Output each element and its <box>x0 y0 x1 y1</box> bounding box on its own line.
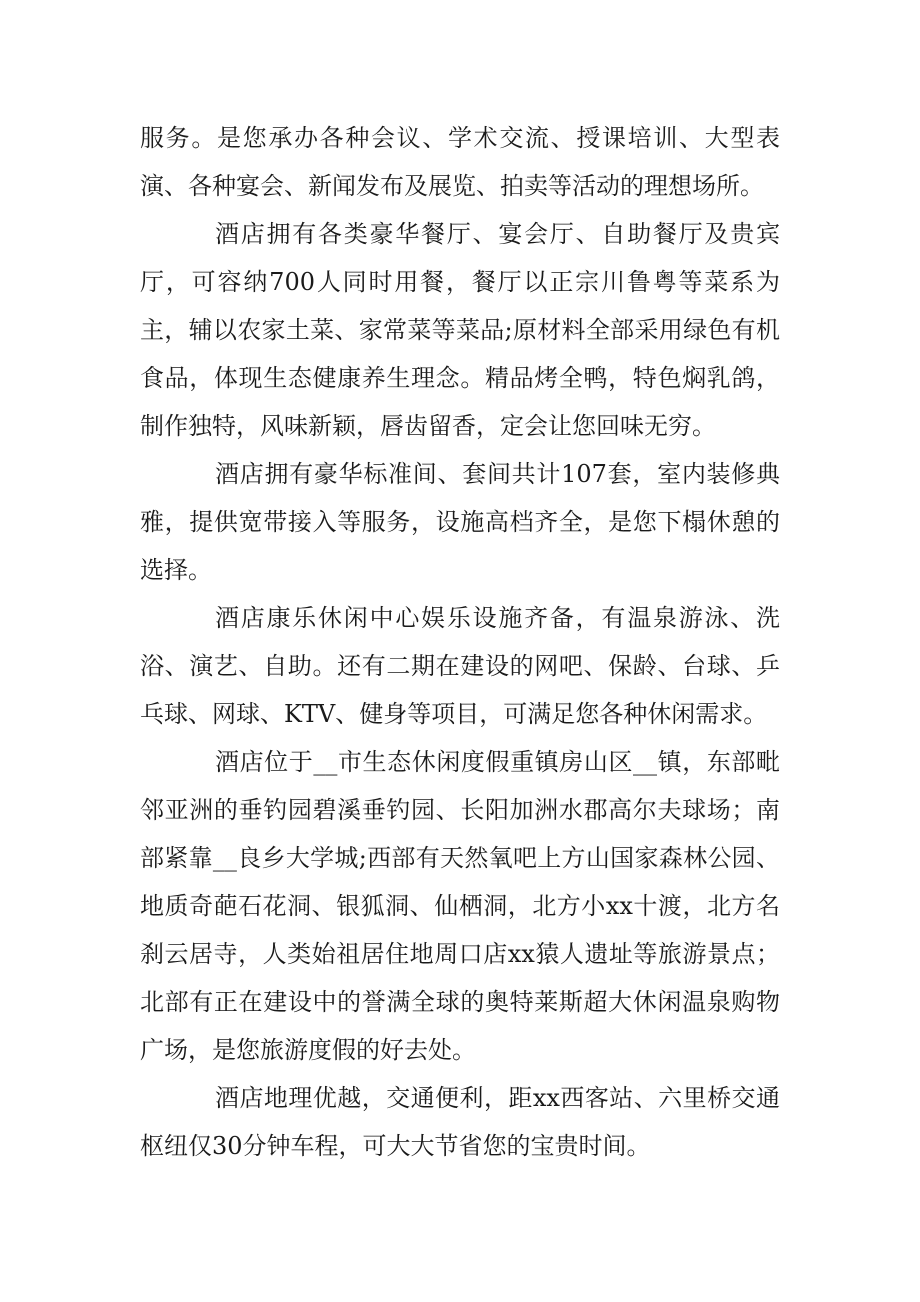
paragraph-1: 服务。是您承办各种会议、学术交流、授课培训、大型表演、各种宴会、新闻发布及展览、拍卖等活动的理想场所。 <box>140 124 780 200</box>
paragraph-3: 酒店拥有豪华标准间、套间共计107套，室内装修典雅，提供宽带接入等服务，设施高档齐全，是您下榻休憩的选择。 <box>140 460 780 584</box>
paragraph-4: 酒店康乐休闲中心娱乐设施齐备，有温泉游泳、洗浴、演艺、自助。还有二期在建设的网吧、保龄、台球、乒乓球、网球、KTV、健身等项目，可满足您各种休闲需求。 <box>140 604 780 728</box>
paragraph-5: 酒店位于__市生态休闲度假重镇房山区__镇，东部毗邻亚洲的垂钓园碧溪垂钓园、长阳加洲水郡高尔夫球场；南部紧靠__良乡大学城;西部有天然氧吧上方山国家森林公园、地质奇葩石花洞、银狐洞、仙栖洞，北方小xx十渡，北方名刹云居寺，人类始祖居住地周口店xx猿人遗址等旅游景点；北部有正在建设中的誉满全球的奥特莱斯超大休闲温泉购物广场，是您旅游度假的好去处。 <box>140 748 780 1064</box>
document-body <box>140 114 780 1170</box>
paragraph-2: 酒店拥有各类豪华餐厅、宴会厅、自助餐厅及贵宾厅，可容纳700人同时用餐，餐厅以正宗川鲁粤等菜系为主，辅以农家土菜、家常菜等菜品;原材料全部采用绿色有机食品，体现生态健康养生理念。精品烤全鸭，特色焖乳鸽，制作独特，风味新颖，唇齿留香，定会让您回味无穷。 <box>140 220 780 440</box>
paragraph-6: 酒店地理优越，交通便利，距xx西客站、六里桥交通枢纽仅30分钟车程，可大大节省您的宝贵时间。 <box>140 1084 780 1160</box>
